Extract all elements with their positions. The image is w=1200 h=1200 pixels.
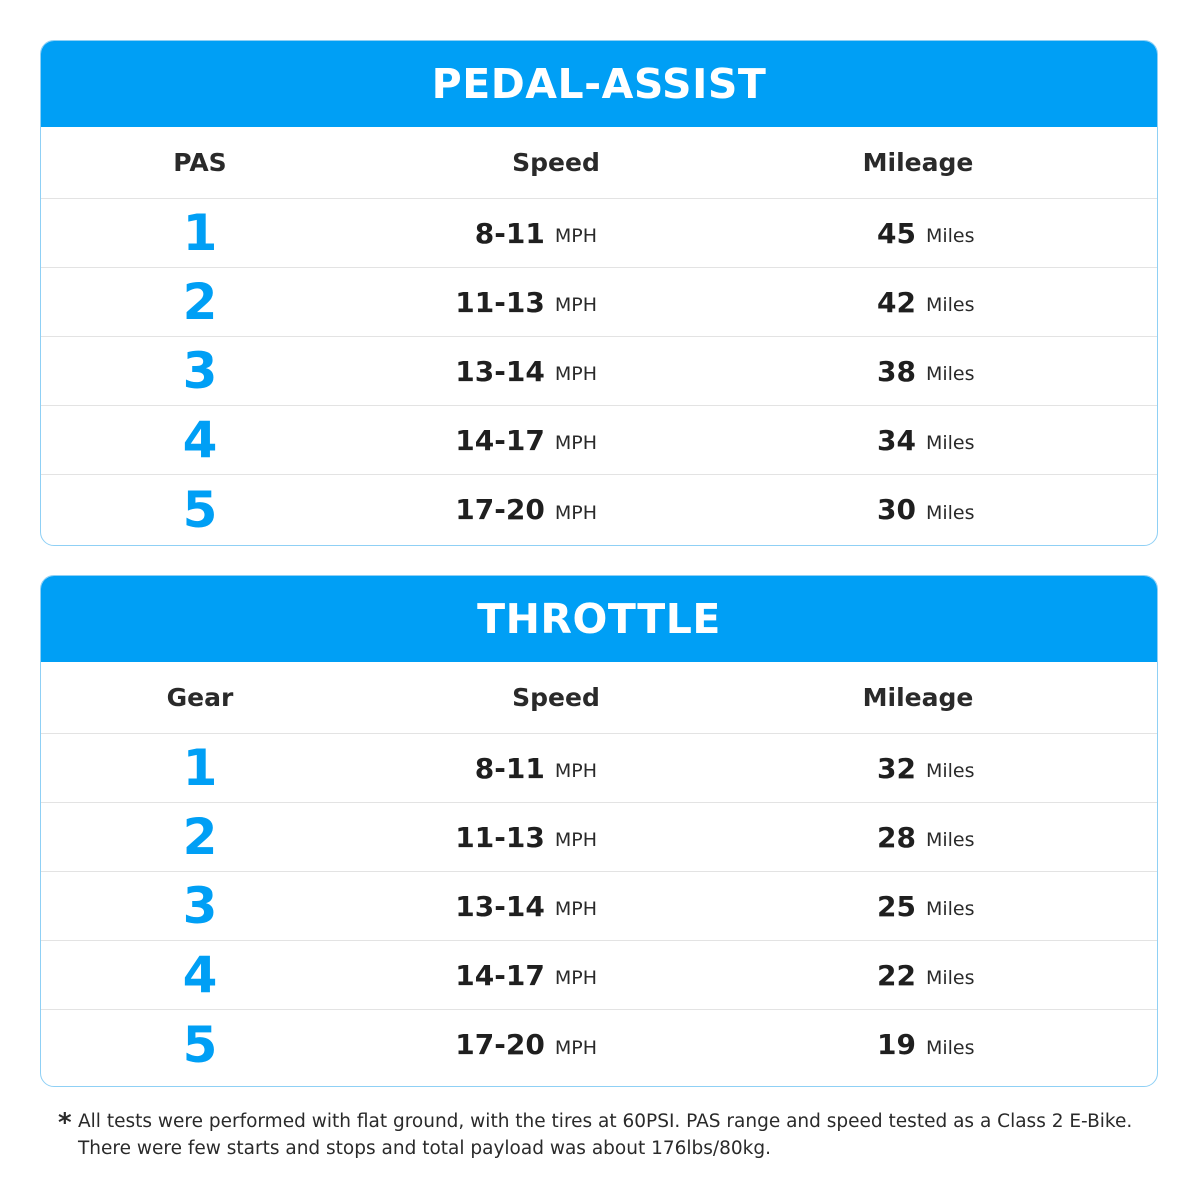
speed-unit: MPH [554, 501, 597, 524]
speed-cell [455, 337, 597, 405]
mileage-value: 45 [877, 216, 916, 250]
footnote-text [78, 1108, 1168, 1162]
speed-value: 13-14 [455, 889, 545, 923]
column-header-pas: PAS [173, 148, 227, 177]
level-number: 2 [182, 808, 218, 866]
table-header-row [41, 127, 1157, 199]
table-row [41, 337, 1157, 406]
column-header-mileage: Mileage [862, 683, 974, 712]
footnote-line-2: There were few starts and stops and total payload was about 176lbs/80kg. [78, 1138, 772, 1159]
speed-value: 17-20 [455, 493, 545, 526]
throttle-rows [41, 734, 1157, 1079]
table-row [41, 268, 1157, 337]
speed-cell [455, 1010, 597, 1079]
speed-value: 8-11 [474, 216, 545, 250]
speed-cell [475, 199, 597, 267]
speed-unit: MPH [554, 898, 597, 920]
mileage-value: 19 [877, 1028, 916, 1061]
speed-value: 8-11 [474, 751, 545, 785]
column-header-speed: Speed [512, 683, 600, 712]
mileage-value: 28 [877, 820, 916, 854]
mileage-cell [877, 803, 975, 871]
speed-cell [455, 941, 597, 1009]
pedal-assist-table [40, 40, 1158, 546]
mileage-value: 42 [877, 285, 916, 319]
speed-cell [455, 475, 597, 544]
mileage-cell [877, 337, 975, 405]
speed-unit: MPH [554, 225, 597, 247]
speed-cell [475, 734, 597, 802]
mileage-cell [877, 406, 975, 474]
speed-unit: MPH [554, 760, 597, 782]
pedal-assist-title: PEDAL-ASSIST [41, 41, 1157, 127]
speed-value: 17-20 [455, 1028, 545, 1061]
mileage-value: 30 [877, 493, 916, 526]
mileage-unit: Miles [925, 294, 975, 316]
speed-cell [455, 803, 597, 871]
mileage-cell [877, 941, 975, 1009]
mileage-cell [877, 872, 975, 940]
speed-value: 14-17 [455, 958, 545, 992]
table-row [41, 734, 1157, 803]
mileage-unit: Miles [925, 829, 975, 851]
speed-unit: MPH [554, 967, 597, 989]
level-number: 5 [182, 1015, 218, 1074]
mileage-value: 32 [877, 751, 916, 785]
column-header-speed: Speed [512, 148, 600, 177]
throttle-table [40, 575, 1158, 1087]
pedal-assist-rows [41, 199, 1157, 544]
mileage-value: 38 [877, 354, 916, 388]
mileage-cell [877, 1010, 975, 1079]
table-row [41, 1010, 1157, 1079]
table-row [41, 475, 1157, 544]
level-number: 4 [182, 946, 218, 1004]
mileage-value: 22 [877, 958, 916, 992]
footnote [58, 1108, 1168, 1162]
mileage-value: 25 [877, 889, 916, 923]
level-number: 2 [182, 273, 218, 331]
speed-unit: MPH [554, 363, 597, 385]
column-header-mileage: Mileage [862, 148, 974, 177]
speed-value: 11-13 [455, 285, 545, 319]
table-row [41, 406, 1157, 475]
speed-cell [455, 406, 597, 474]
speed-cell [455, 872, 597, 940]
mileage-unit: Miles [925, 1036, 975, 1059]
mileage-cell [877, 199, 975, 267]
mileage-unit: Miles [925, 967, 975, 989]
mileage-unit: Miles [925, 432, 975, 454]
mileage-unit: Miles [925, 898, 975, 920]
level-number: 3 [182, 342, 218, 400]
mileage-unit: Miles [925, 363, 975, 385]
mileage-cell [877, 475, 975, 544]
table-row [41, 803, 1157, 872]
footnote-line-1: All tests were performed with flat ground, with the tires at 60PSI. PAS range and speed tested as a Class 2 E-Bike. [78, 1111, 1133, 1132]
column-header-gear: Gear [166, 683, 234, 712]
level-number: 3 [182, 877, 218, 935]
level-number: 1 [182, 204, 218, 262]
table-row [41, 872, 1157, 941]
table-row [41, 199, 1157, 268]
mileage-unit: Miles [925, 760, 975, 782]
speed-unit: MPH [554, 432, 597, 454]
mileage-cell [877, 734, 975, 802]
speed-unit: MPH [554, 1036, 597, 1059]
mileage-value: 34 [877, 423, 916, 457]
table-row [41, 941, 1157, 1010]
mileage-cell [877, 268, 975, 336]
footnote-asterisk: * [58, 1108, 72, 1138]
level-number: 4 [182, 411, 218, 469]
throttle-title: THROTTLE [41, 576, 1157, 662]
level-number: 1 [182, 739, 218, 797]
table-header-row [41, 662, 1157, 734]
level-number: 5 [182, 480, 218, 539]
mileage-unit: Miles [925, 225, 975, 247]
speed-unit: MPH [554, 829, 597, 851]
speed-value: 14-17 [455, 423, 545, 457]
speed-value: 11-13 [455, 820, 545, 854]
speed-cell [455, 268, 597, 336]
speed-unit: MPH [554, 294, 597, 316]
speed-value: 13-14 [455, 354, 545, 388]
mileage-unit: Miles [925, 501, 975, 524]
